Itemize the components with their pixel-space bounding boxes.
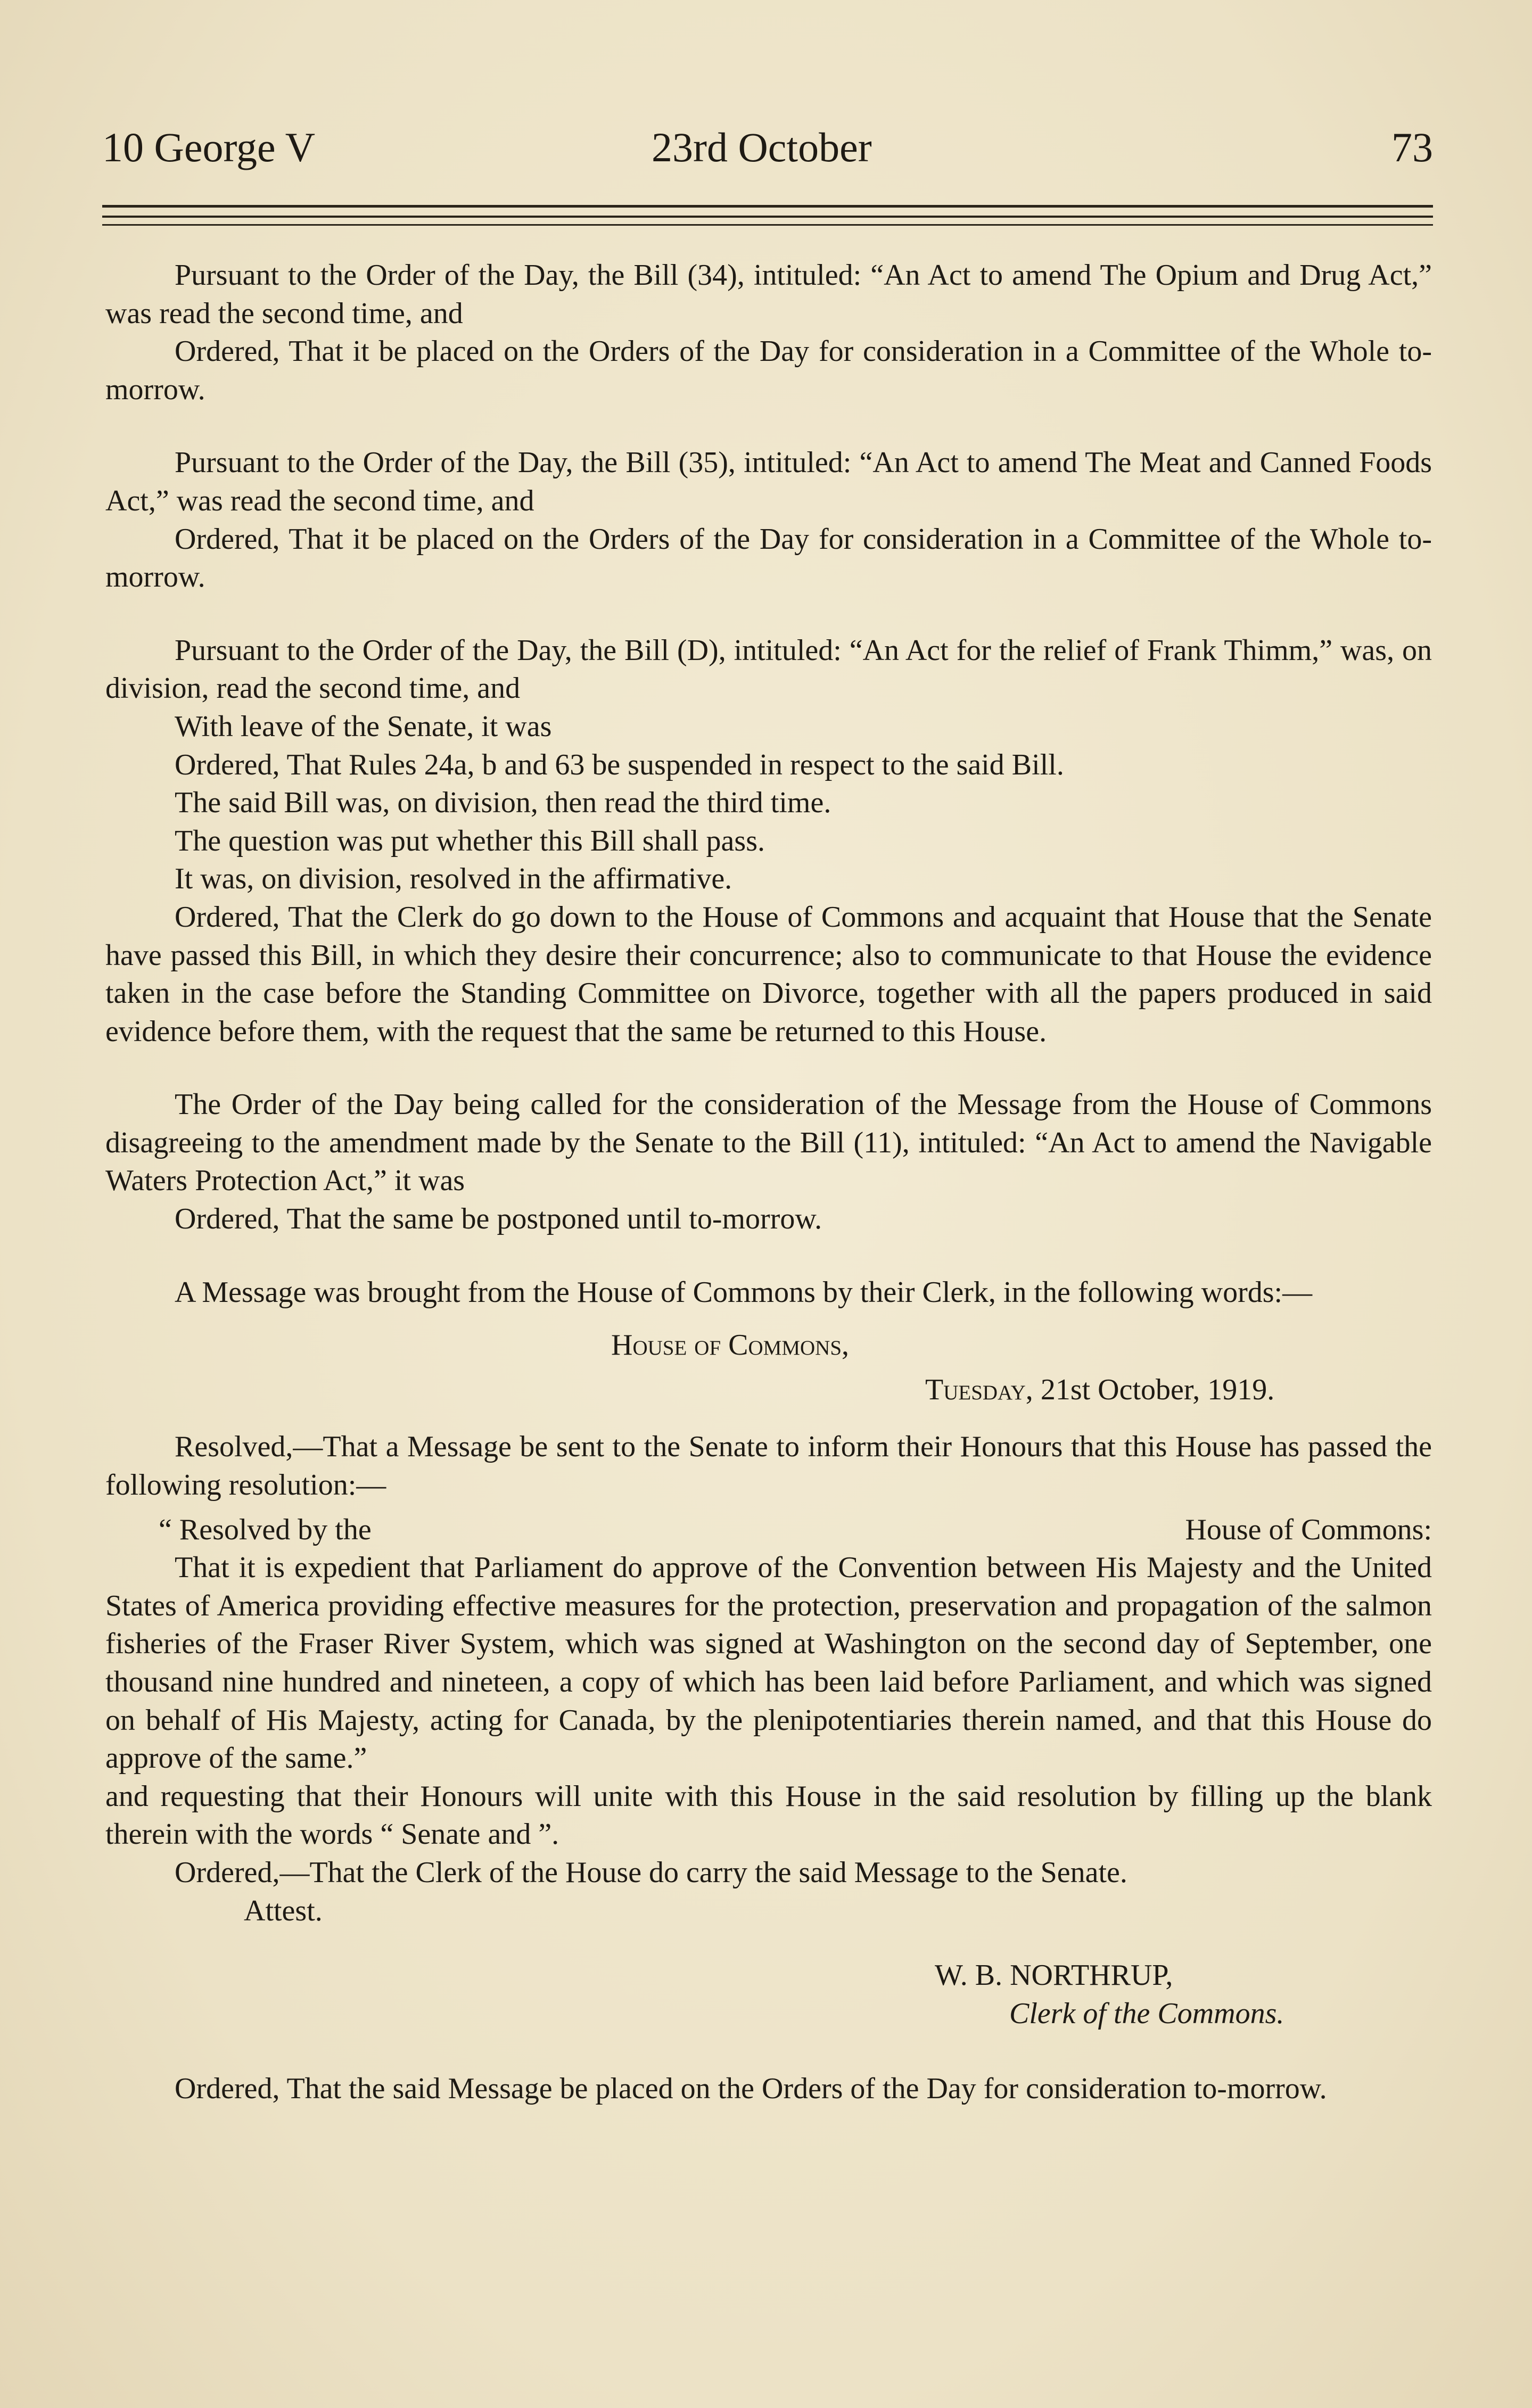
header-rule-top (102, 205, 1433, 208)
header-regnal-year: 10 George V (102, 124, 316, 170)
paragraph: Ordered, That the same be postponed until to-morrow. (175, 1202, 822, 1236)
resolution-text: That it is expedient that Parliament do approve of the Convention between His Majesty and the United States of America providing effective measures for the protection, preservation and propagation of the salmon fisheries of the Fraser River System, which was signed at Washington on the second day of September, one thousand nine hundred and nineteen, a copy of which has been laid before Parliament, and which was signed on behalf of His Majesty, acting for Canada, by the plenipotentiaries therein named, and that this House do approve of the same.” (105, 1551, 1432, 1775)
paragraph: Pursuant to the Order of the Day, the Bill (34), intituled: “An Act to amend The Opium and Drug Act,” was read the second time, and (105, 259, 1432, 330)
message-heading: House of Commons, (611, 1329, 850, 1362)
paragraph: Ordered, That it be placed on the Orders of the Day for consideration in a Committee of the Whole to-morrow. (105, 522, 1432, 594)
message-day: Tuesday, (925, 1373, 1033, 1406)
paragraph: The said Bill was, on division, then read the third time. (175, 786, 831, 820)
page-body (105, 257, 1432, 2108)
paragraph: It was, on division, resolved in the affirmative. (175, 862, 732, 896)
paragraph: Pursuant to the Order of the Day, the Bill (35), intituled: “An Act to amend The Meat and Canned Foods Act,” was read the second time, and (105, 446, 1432, 517)
page-number: 73 (1391, 124, 1433, 170)
signature-name: W. B. NORTHRUP, (935, 1959, 1173, 1992)
message-date-text: 21st October, 1919. (1033, 1373, 1275, 1406)
paragraph: Ordered, That it be placed on the Orders of the Day for consideration in a Committee of the Whole to-morrow. (105, 335, 1432, 406)
paragraph: and requesting that their Honours will unite with this House in the said resolution by filling up the blank therein with the words “ Senate and ”. (105, 1779, 1432, 1851)
header-rule-middle (102, 216, 1433, 218)
signature-title: Clerk of the Commons. (1009, 1997, 1284, 2030)
paragraph: A Message was brought from the House of Commons by their Clerk, in the following words:— (175, 1275, 1313, 1309)
header-date: 23rd October (652, 124, 872, 170)
paragraph: The question was put whether this Bill shall pass. (175, 824, 765, 857)
attest-line: Attest. (244, 1894, 323, 1927)
paragraph: Ordered, That the said Message be placed on the Orders of the Day for consideration to-morrow. (175, 2072, 1327, 2106)
paragraph: Ordered, That Rules 24a, b and 63 be suspended in respect to the said Bill. (175, 748, 1064, 781)
resolution-opening-left: “ Resolved by the (159, 1513, 372, 1546)
page-header (102, 123, 1433, 177)
paragraph: With leave of the Senate, it was (175, 710, 552, 743)
message-date (105, 1371, 1432, 1409)
paragraph: The Order of the Day being called for the consideration of the Message from the House of Commons disagreeing to the amendment made by the Senate to the Bill (11), intituled: “An Act to amend the Navigable Waters Protection Act,” it was (105, 1088, 1432, 1198)
paragraph: Resolved,—That a Message be sent to the Senate to inform their Honours that this House has passed the following resolution:— (105, 1430, 1432, 1502)
resolution-opening (105, 1511, 1432, 1549)
paragraph: Ordered, That the Clerk do go down to the House of Commons and acquaint that House that the Senate have passed this Bill, in which they desire their concurrence; also to communicate to that House the evidence taken in the case before the Standing Committee on Divorce, together with all the papers produced in said evidence before them, with the request that the same be returned to this House. (105, 900, 1432, 1048)
resolution-opening-right: House of Commons: (1185, 1513, 1432, 1546)
paragraph: Ordered,—That the Clerk of the House do carry the said Message to the Senate. (175, 1856, 1127, 1889)
header-rule-bottom (102, 224, 1433, 226)
paragraph: Pursuant to the Order of the Day, the Bill (D), intituled: “An Act for the relief of Frank Thimm,” was, on division, read the second time, and (105, 633, 1432, 705)
